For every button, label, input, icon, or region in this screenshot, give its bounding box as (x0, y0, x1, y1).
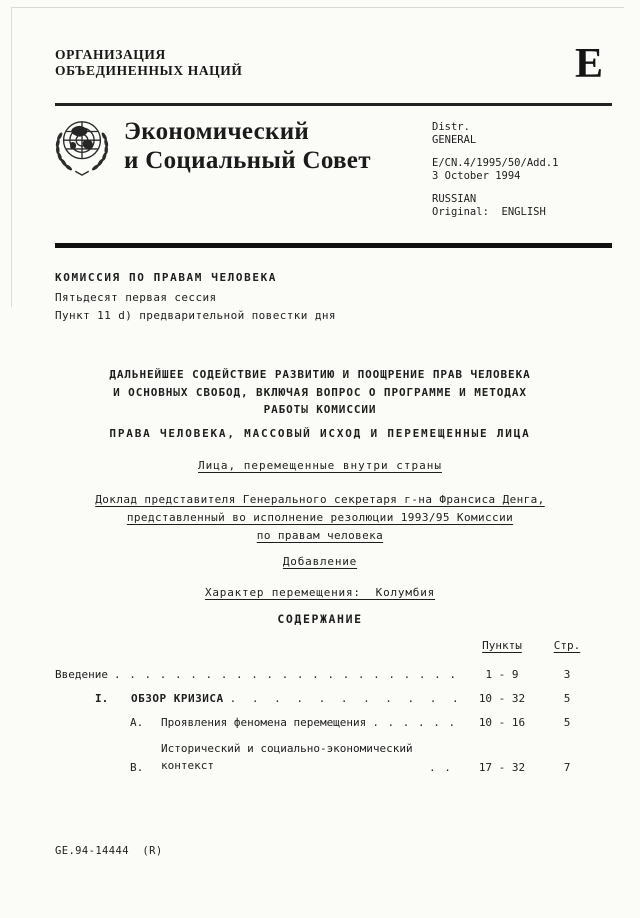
table-of-contents (55, 639, 592, 785)
distr-type: GENERAL (432, 133, 477, 146)
displacement-profile-text: Характер перемещения: Колумбия (204, 586, 436, 599)
distr-label: Distr. (432, 121, 470, 133)
scan-edge-top (12, 7, 624, 8)
un-emblem-icon (51, 111, 113, 187)
doc-language: RUSSIAN (432, 193, 477, 205)
doc-date: 3 October 1994 (432, 169, 521, 182)
document-title-line2: И ОСНОВНЫХ СВОБОД, ВКЛЮЧАЯ ВОПРОС О ПРОГРАММЕ И МЕТОДАХ (113, 385, 527, 399)
header-rule (55, 103, 612, 106)
toc-row-prefix: I. (95, 692, 109, 705)
report-title (0, 491, 640, 545)
report-title-line1: Доклад представителя Генерального секретаря г-на Франсиса Денга, (95, 493, 545, 506)
dot-leader (224, 692, 462, 705)
addendum-text: Добавление (282, 555, 358, 568)
toc-row-paragraphs: 1 - 9 (485, 668, 519, 681)
toc-row-prefix: A. (130, 716, 144, 729)
contents-heading: СОДЕРЖАНИЕ (277, 612, 363, 626)
toc-col-paragraphs: Пункты (482, 639, 522, 652)
session-line: Пятьдесят первая сессия (55, 291, 217, 304)
council-title-line1: Экономический (124, 118, 310, 145)
addendum-line (0, 555, 640, 568)
toc-col-page: Стр. (553, 639, 581, 652)
doc-symbol: E/CN.4/1995/50/Add.1 (432, 157, 559, 169)
document-title-line1: ДАЛЬНЕЙШЕЕ СОДЕЙСТВИЕ РАЗВИТИЮ И ПООЩРЕНИЕ ПРАВ ЧЕЛОВЕКА (109, 368, 531, 381)
distribution-block (432, 121, 558, 218)
toc-row-title: ОБЗОР КРИЗИСА (131, 692, 224, 705)
displacement-profile-line (0, 586, 640, 599)
toc-row-page: 3 (563, 668, 571, 681)
dot-leader (108, 668, 462, 681)
document-subtitle: ПРАВА ЧЕЛОВЕКА, МАССОВЫЙ ИСХОД И ПЕРЕМЕЩЕННЫЕ ЛИЦА (109, 427, 531, 440)
toc-row-title: Исторический и социально-экономический контекст (161, 742, 413, 772)
doc-original: Original: ENGLISH (432, 205, 546, 218)
toc-row-section-b (55, 740, 592, 774)
toc-row-introduction (55, 668, 592, 681)
toc-row-title: Проявления феномена перемещения (161, 716, 367, 729)
toc-row-title: Введение (55, 668, 108, 681)
toc-row-paragraphs: 17 - 32 (478, 761, 526, 774)
report-title-line2: представленный во исполнение резолюции 1993/95 Комиссии (126, 511, 514, 524)
agenda-item-line: Пункт 11 d) предварительной повестки дня (55, 309, 336, 322)
dot-leader (366, 716, 462, 729)
toc-row-prefix: B. (130, 761, 144, 774)
document-title-line3: РАБОТЫ КОМИССИИ (263, 403, 377, 416)
toc-row-page: 5 (563, 716, 571, 729)
council-title-line2: и Социальный Совет (124, 147, 371, 174)
toc-row-page: 7 (563, 761, 571, 774)
council-title (124, 117, 371, 175)
report-title-line3: по правам человека (256, 529, 384, 542)
subject-line (0, 459, 640, 472)
org-name-line1: ОРГАНИЗАЦИЯ (55, 47, 166, 62)
document-title (0, 366, 640, 419)
toc-row-paragraphs: 10 - 32 (478, 692, 526, 705)
toc-header-row (55, 639, 592, 652)
section-rule (55, 243, 612, 248)
toc-row-page: 5 (563, 692, 571, 705)
dot-leader (423, 761, 462, 774)
session-block (55, 271, 336, 322)
scan-edge-left (11, 7, 12, 307)
commission-heading: КОМИССИЯ ПО ПРАВАМ ЧЕЛОВЕКА (55, 271, 278, 284)
document-letter: E (575, 41, 604, 87)
org-name-line2: ОБЪЕДИНЕННЫХ НАЦИЙ (55, 62, 243, 78)
toc-row-paragraphs: 10 - 16 (478, 716, 526, 729)
toc-row-chapter-1 (55, 692, 592, 705)
toc-row-section-a (55, 716, 592, 729)
org-name (55, 47, 242, 78)
subject-text: Лица, перемещенные внутри страны (198, 459, 442, 472)
footer-doc-code: GE.94-14444 (R) (55, 845, 163, 857)
